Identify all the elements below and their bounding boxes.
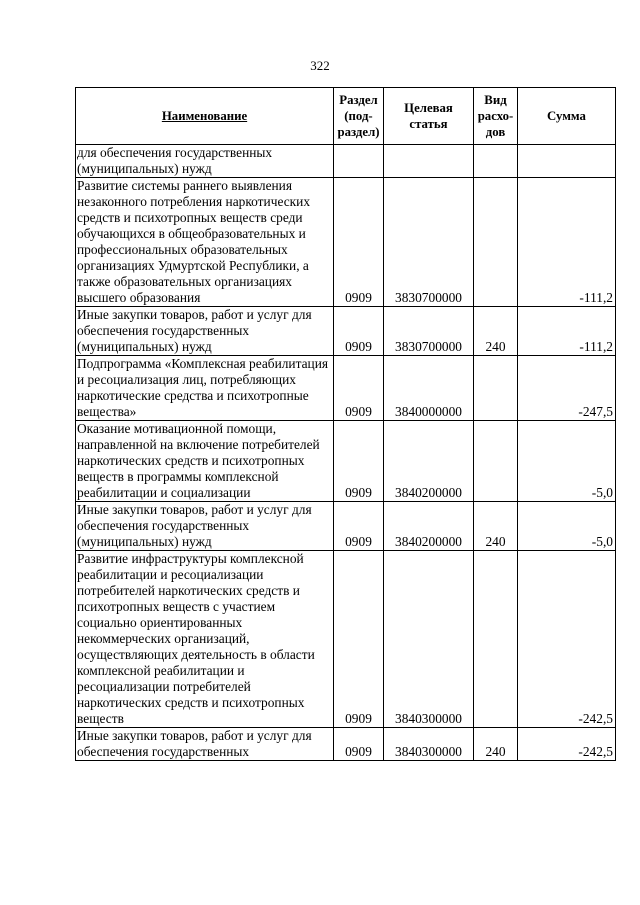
- row-name-cell: Подпрограмма «Комплексная реабилитация и ресоциализация лиц, потребляющих наркотические средства и психотропные вещества»: [76, 356, 334, 421]
- row-section-cell: 0909: [334, 421, 384, 502]
- row-name-cell: Иные закупки товаров, работ и услуг для обеспечения государственных (муниципальных) нужд: [76, 502, 334, 551]
- row-section-cell: 0909: [334, 551, 384, 728]
- row-sum-cell: -5,0: [518, 421, 616, 502]
- row-kind-cell: [474, 145, 518, 178]
- header-kind: Вид расхо-дов: [474, 88, 518, 145]
- row-article-cell: [384, 145, 474, 178]
- row-kind-cell: 240: [474, 307, 518, 356]
- row-name-cell: Иные закупки товаров, работ и услуг для обеспечения государственных: [76, 728, 334, 761]
- row-article-cell: 3840200000: [384, 421, 474, 502]
- row-article-cell: 3830700000: [384, 178, 474, 307]
- row-name-cell: Оказание мотивационной помощи, направленной на включение потребителей наркотических средств и психотропных веществ в программы комплексной реабилитации и социализации: [76, 421, 334, 502]
- row-kind-cell: [474, 421, 518, 502]
- row-name-cell: Иные закупки товаров, работ и услуг для обеспечения государственных (муниципальных) нужд: [76, 307, 334, 356]
- table-row: [76, 421, 616, 502]
- table-row: [76, 728, 616, 761]
- row-section-cell: [334, 145, 384, 178]
- row-sum-cell: [518, 145, 616, 178]
- row-name-cell: для обеспечения государственных (муниципальных) нужд: [76, 145, 334, 178]
- row-kind-cell: [474, 356, 518, 421]
- row-section-cell: 0909: [334, 178, 384, 307]
- row-article-cell: 3840200000: [384, 502, 474, 551]
- row-sum-cell: -111,2: [518, 178, 616, 307]
- row-sum-cell: -111,2: [518, 307, 616, 356]
- header-name: Наименование: [76, 88, 334, 145]
- header-sum: Сумма: [518, 88, 616, 145]
- row-name-cell: Развитие системы раннего выявления незаконного потребления наркотических средств и психотропных веществ среди обучающихся в общеобразовательных и профессиональных образовательных организациях Удмуртской Республики, а также образовательных организациях высшего образования: [76, 178, 334, 307]
- table-header-row: [76, 88, 616, 145]
- row-kind-cell: [474, 551, 518, 728]
- row-article-cell: 3840300000: [384, 728, 474, 761]
- row-section-cell: 0909: [334, 307, 384, 356]
- row-name-cell: Развитие инфраструктуры комплексной реабилитации и ресоциализации потребителей наркотических средств и психотропных веществ с участием социально ориентированных некоммерческих организаций, осуществляющих деятельность в области комплексной реабилитации и ресоциализации потребителей наркотических средств и психотропных веществ: [76, 551, 334, 728]
- table-row: [76, 307, 616, 356]
- row-article-cell: 3830700000: [384, 307, 474, 356]
- header-article: Целевая статья: [384, 88, 474, 145]
- row-article-cell: 3840300000: [384, 551, 474, 728]
- row-sum-cell: -242,5: [518, 551, 616, 728]
- table-row: [76, 145, 616, 178]
- table-row: [76, 356, 616, 421]
- row-section-cell: 0909: [334, 728, 384, 761]
- page-number: 322: [310, 58, 330, 73]
- row-sum-cell: -242,5: [518, 728, 616, 761]
- table-row: [76, 178, 616, 307]
- row-kind-cell: 240: [474, 728, 518, 761]
- table-row: [76, 551, 616, 728]
- row-article-cell: 3840000000: [384, 356, 474, 421]
- row-sum-cell: -247,5: [518, 356, 616, 421]
- row-kind-cell: 240: [474, 502, 518, 551]
- row-section-cell: 0909: [334, 356, 384, 421]
- row-kind-cell: [474, 178, 518, 307]
- header-section: Раздел (под-раздел): [334, 88, 384, 145]
- row-section-cell: 0909: [334, 502, 384, 551]
- budget-table: [75, 87, 616, 761]
- table-row: [76, 502, 616, 551]
- row-sum-cell: -5,0: [518, 502, 616, 551]
